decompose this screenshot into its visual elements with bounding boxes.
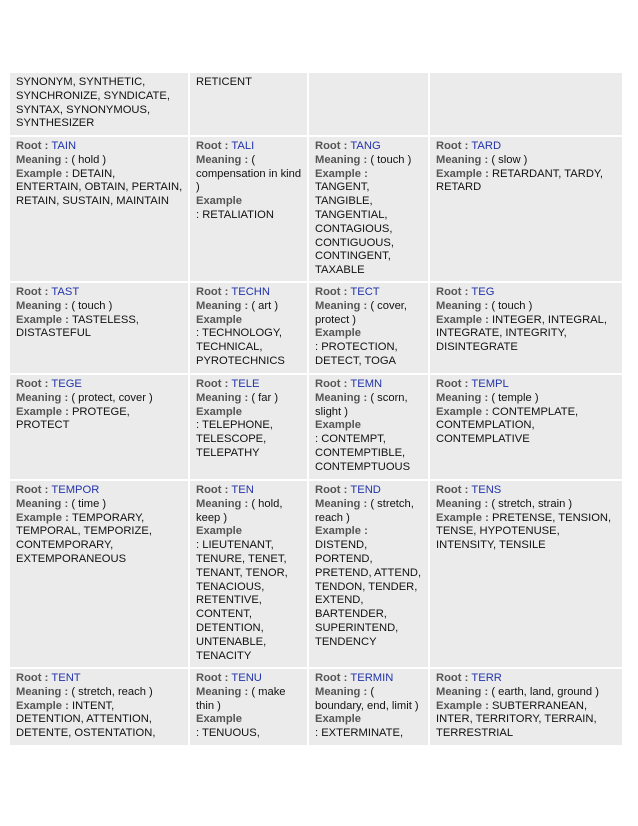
meaning-label: Meaning : — [436, 153, 492, 166]
root-value: TENS — [471, 483, 502, 496]
table-cell — [10, 73, 190, 137]
example-value: TEMPORARY, TEMPORAL, TEMPORIZE, CONTEMPORARY, EXTEMPORANEOUS — [16, 511, 152, 565]
example-label: Example — [315, 327, 362, 340]
root-label: Root : — [16, 483, 52, 496]
meaning-line — [315, 686, 423, 714]
meaning-line — [315, 154, 423, 168]
example-label: Example : — [436, 405, 492, 418]
example-value: PROTEGE, PROTECT — [16, 405, 130, 432]
example-label: Example — [196, 195, 243, 208]
root-entry — [309, 669, 430, 747]
root-value: TEN — [231, 483, 254, 496]
root-value: TAST — [51, 285, 80, 298]
root-entry — [309, 283, 430, 375]
root-entry — [10, 283, 190, 375]
root-label: Root : — [196, 285, 232, 298]
root-value: TARD — [471, 140, 502, 152]
table-cell — [430, 73, 622, 137]
example-line — [436, 168, 617, 196]
root-value: TELE — [231, 377, 260, 390]
root-label: Root : — [16, 671, 52, 684]
example-label: Example — [315, 713, 362, 726]
meaning-value: ( touch ) — [370, 153, 412, 166]
meaning-label: Meaning : — [16, 497, 72, 510]
table-row — [10, 375, 622, 481]
root-label: Root : — [196, 140, 232, 152]
example-label: Example : — [16, 405, 72, 418]
root-line — [196, 378, 302, 392]
example-value: INTENT, DETENTION, ATTENTION, DETENTE, OSTENTATION, — [16, 699, 156, 740]
meaning-value: ( cover, protect ) — [315, 299, 408, 326]
example-value: TANGENT, TANGIBLE, TANGENTIAL, CONTAGIOUS, CONTIGUOUS, CONTINGENT, TAXABLE — [315, 181, 394, 277]
root-value: TALI — [231, 140, 255, 152]
meaning-line — [436, 300, 617, 314]
example-value: SUBTERRANEAN, INTER, TERRITORY, TERRAIN, TERRESTRIAL — [436, 699, 597, 740]
root-entry — [190, 669, 309, 747]
example-value: DETAIN, ENTERTAIN, OBTAIN, PERTAIN, RETAIN, SUSTAIN, MAINTAIN — [16, 167, 183, 208]
table-cell — [190, 73, 309, 137]
example-line — [16, 700, 183, 741]
meaning-value: ( make thin ) — [196, 685, 286, 712]
root-entry — [190, 481, 309, 669]
root-value: TECHN — [231, 285, 270, 298]
meaning-label: Meaning : — [196, 685, 252, 698]
meaning-line — [196, 686, 302, 714]
root-line — [315, 286, 423, 300]
meaning-line — [436, 154, 617, 168]
meaning-line — [315, 300, 423, 328]
meaning-line — [16, 154, 183, 168]
roots-table — [10, 73, 622, 747]
example-value: : PROTECTION, DETECT, TOGA — [315, 341, 398, 367]
example-line — [436, 314, 617, 355]
meaning-line — [196, 392, 302, 406]
example-value: : RETALIATION — [196, 208, 274, 221]
example-label: Example : — [16, 511, 72, 524]
root-value: TECT — [350, 285, 380, 298]
root-label: Root : — [436, 140, 472, 152]
meaning-value: ( earth, land, ground ) — [491, 685, 599, 698]
example-value: DISTEND, PORTEND, PRETEND, ATTEND, TENDON, TENDER, EXTEND, BARTENDER, SUPERINTEND, TENDENCY — [315, 539, 422, 648]
meaning-value: ( hold ) — [71, 153, 107, 166]
meaning-label: Meaning : — [196, 299, 252, 312]
meaning-value: ( scorn, slight ) — [315, 391, 408, 418]
example-value: : TECHNOLOGY, TECHNICAL, PYROTECHNICS — [196, 327, 285, 367]
meaning-label: Meaning : — [436, 685, 492, 698]
meaning-label: Meaning : — [315, 299, 371, 312]
example-label: Example : — [436, 511, 492, 524]
roots-table-body — [10, 73, 622, 747]
root-value: TEMN — [350, 377, 383, 390]
root-line — [315, 484, 423, 498]
meaning-line — [16, 300, 183, 314]
example-label: Example — [196, 525, 243, 538]
meaning-label: Meaning : — [196, 391, 252, 404]
root-label: Root : — [315, 483, 351, 496]
root-line — [436, 672, 617, 686]
root-line — [16, 286, 183, 300]
root-line — [196, 140, 302, 154]
meaning-value: ( compensation in kind ) — [196, 153, 302, 194]
example-line — [16, 406, 183, 434]
example-value: : CONTEMPT, CONTEMPTIBLE, CONTEMPTUOUS — [315, 433, 411, 473]
root-label: Root : — [315, 377, 351, 390]
root-label: Root : — [436, 377, 472, 390]
example-label: Example — [196, 313, 243, 326]
example-label: Example : — [16, 167, 72, 180]
root-value: TEG — [471, 285, 495, 298]
example-value: TASTELESS, DISTASTEFUL — [16, 313, 139, 340]
example-line — [436, 700, 617, 741]
example-value: : LIEUTENANT, TENURE, TENET, TENANT, TENOR, TENACIOUS, RETENTIVE, CONTENT, DETENTION, UNTENABLE, TENACITY — [196, 539, 288, 662]
example-value: : TENUOUS, — [196, 727, 260, 740]
root-label: Root : — [436, 285, 472, 298]
meaning-value: ( stretch, strain ) — [491, 497, 573, 510]
meaning-line — [436, 686, 617, 700]
example-label: Example : — [436, 313, 492, 326]
root-line — [315, 378, 423, 392]
root-line — [436, 286, 617, 300]
meaning-value: ( art ) — [251, 299, 279, 312]
meaning-value: ( touch ) — [71, 299, 113, 312]
meaning-value: ( time ) — [71, 497, 107, 510]
example-label: Example : — [16, 313, 72, 326]
cell-text: RETICENT — [196, 76, 252, 88]
meaning-value: ( boundary, end, limit ) — [315, 685, 419, 712]
meaning-value: ( protect, cover ) — [71, 391, 153, 404]
meaning-label: Meaning : — [315, 685, 371, 698]
meaning-label: Meaning : — [196, 153, 252, 166]
meaning-value: ( stretch, reach ) — [315, 497, 414, 524]
root-line — [16, 484, 183, 498]
meaning-label: Meaning : — [315, 497, 371, 510]
root-line — [196, 286, 302, 300]
example-value: INTEGER, INTEGRAL, INTEGRATE, INTEGRITY, DISINTEGRATE — [436, 313, 607, 354]
example-line — [315, 525, 423, 649]
meaning-label: Meaning : — [196, 497, 252, 510]
root-line — [196, 672, 302, 686]
meaning-line — [315, 392, 423, 420]
meaning-label: Meaning : — [436, 497, 492, 510]
meaning-value: ( temple ) — [491, 391, 539, 404]
root-value: TEND — [350, 483, 381, 496]
example-label: Example : — [315, 167, 368, 180]
meaning-label: Meaning : — [315, 153, 371, 166]
meaning-label: Meaning : — [16, 391, 72, 404]
root-value: TEMPOR — [51, 483, 100, 496]
table-row — [10, 283, 622, 375]
root-line — [436, 140, 617, 154]
root-entry — [430, 283, 622, 375]
example-label: Example — [196, 713, 243, 726]
meaning-line — [16, 498, 183, 512]
example-value: RETARDANT, TARDY, RETARD — [436, 167, 604, 194]
example-label: Example : — [315, 525, 368, 538]
root-entry — [190, 137, 309, 283]
root-value: TERMIN — [350, 671, 394, 684]
root-label: Root : — [315, 285, 351, 298]
meaning-line — [196, 300, 302, 314]
root-line — [436, 484, 617, 498]
root-label: Root : — [196, 377, 232, 390]
meaning-value: ( touch ) — [491, 299, 533, 312]
meaning-label: Meaning : — [436, 391, 492, 404]
example-value: : EXTERMINATE, — [315, 727, 404, 740]
table-row — [10, 669, 622, 747]
meaning-line — [16, 392, 183, 406]
root-label: Root : — [436, 483, 472, 496]
table-row — [10, 481, 622, 669]
root-entry — [10, 481, 190, 669]
example-line — [315, 168, 423, 278]
root-label: Root : — [436, 671, 472, 684]
root-entry — [10, 137, 190, 283]
root-value: TEGE — [51, 377, 82, 390]
example-line — [16, 168, 183, 209]
root-entry — [190, 283, 309, 375]
root-line — [315, 672, 423, 686]
root-label: Root : — [196, 483, 232, 496]
root-value: TERR — [471, 671, 502, 684]
example-label: Example — [315, 419, 362, 432]
example-label: Example : — [436, 699, 492, 712]
root-entry — [430, 137, 622, 283]
table-row — [10, 73, 622, 137]
root-label: Root : — [16, 285, 52, 298]
root-entry — [430, 481, 622, 669]
root-entry — [10, 669, 190, 747]
example-label: Example : — [436, 167, 492, 180]
meaning-value: ( hold, keep ) — [196, 497, 283, 524]
root-value: TENT — [51, 671, 81, 684]
meaning-label: Meaning : — [16, 299, 72, 312]
example-value: PRETENSE, TENSION, TENSE, HYPOTENUSE, INTENSITY, TENSILE — [436, 511, 612, 552]
root-label: Root : — [196, 671, 232, 684]
root-line — [315, 140, 423, 154]
example-value: : TELEPHONE, TELESCOPE, TELEPATHY — [196, 419, 273, 459]
meaning-label: Meaning : — [16, 685, 72, 698]
example-line — [16, 314, 183, 342]
meaning-value: ( stretch, reach ) — [71, 685, 153, 698]
meaning-line — [16, 686, 183, 700]
root-label: Root : — [16, 377, 52, 390]
example-line — [436, 512, 617, 553]
root-value: TAIN — [51, 140, 77, 152]
root-entry — [430, 669, 622, 747]
meaning-label: Meaning : — [436, 299, 492, 312]
root-line — [196, 484, 302, 498]
example-line — [436, 406, 617, 447]
meaning-value: ( far ) — [251, 391, 279, 404]
meaning-label: Meaning : — [16, 153, 72, 166]
example-line — [16, 512, 183, 567]
cell-text: SYNONYM, SYNTHETIC, SYNCHRONIZE, SYNDICATE, SYNTAX, SYNONYMOUS, SYNTHESIZER — [16, 76, 170, 130]
root-line — [436, 378, 617, 392]
meaning-label: Meaning : — [315, 391, 371, 404]
root-entry — [430, 375, 622, 481]
meaning-line — [196, 154, 302, 195]
meaning-line — [196, 498, 302, 526]
root-value: TANG — [350, 140, 381, 152]
table-row — [10, 137, 622, 283]
root-entry — [309, 375, 430, 481]
root-line — [16, 672, 183, 686]
root-line — [16, 140, 183, 154]
example-label: Example : — [16, 699, 72, 712]
root-entry — [10, 375, 190, 481]
meaning-line — [436, 392, 617, 406]
root-label: Root : — [315, 140, 351, 152]
root-value: TEMPL — [471, 377, 509, 390]
root-line — [16, 378, 183, 392]
root-label: Root : — [16, 140, 52, 152]
example-label: Example — [196, 405, 243, 418]
root-entry — [309, 481, 430, 669]
example-value: CONTEMPLATE, CONTEMPLATION, CONTEMPLATIVE — [436, 405, 579, 446]
root-entry — [309, 137, 430, 283]
root-label: Root : — [315, 671, 351, 684]
root-entry — [190, 375, 309, 481]
meaning-line — [436, 498, 617, 512]
meaning-line — [315, 498, 423, 526]
meaning-value: ( slow ) — [491, 153, 528, 166]
root-value: TENU — [231, 671, 262, 684]
table-cell — [309, 73, 430, 137]
